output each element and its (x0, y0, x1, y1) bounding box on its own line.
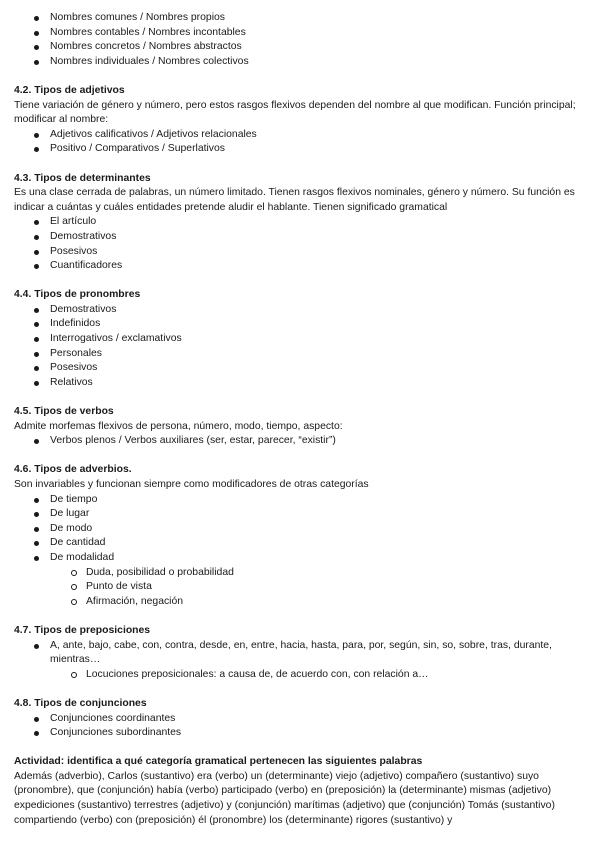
list-item: Nombres individuales / Nombres colectivos (14, 55, 586, 70)
section-description: Admite morfemas flexivos de persona, número, modo, tiempo, aspecto: (14, 420, 343, 432)
section-heading: 4.5. Tipos de verbos (14, 406, 114, 418)
list-item: De cantidad (14, 536, 586, 551)
sublist-item: Afirmación, negación (50, 595, 586, 610)
adverbios-list (14, 493, 586, 610)
section-adverbios (14, 463, 586, 609)
section-heading: 4.6. Tipos de adverbios. (14, 464, 132, 476)
list-item: Personales (14, 347, 586, 362)
list-item: Interrogativos / exclamativos (14, 332, 586, 347)
list-item: El artículo (14, 215, 586, 230)
list-item: De modo (14, 522, 586, 537)
list-item: Nombres contables / Nombres incontables (14, 26, 586, 41)
list-item: Posesivos (14, 361, 586, 376)
section-actividad (14, 755, 586, 828)
list-item: Cuantificadores (14, 259, 586, 274)
list-item: De tiempo (14, 493, 586, 508)
verbos-list (14, 434, 586, 449)
section-heading: 4.8. Tipos de conjunciones (14, 697, 147, 709)
section-conjunciones (14, 697, 586, 741)
section-heading: 4.2. Tipos de adjetivos (14, 84, 125, 96)
section-heading: 4.3. Tipos de determinantes (14, 172, 151, 184)
nombres-list (14, 11, 586, 69)
list-item: Demostrativos (14, 303, 586, 318)
list-item: Conjunciones subordinantes (14, 726, 586, 741)
list-item: Adjetivos calificativos / Adjetivos relacionales (14, 128, 586, 143)
conjunciones-list (14, 712, 586, 741)
sublist-item: Duda, posibilidad o probabilidad (50, 566, 586, 581)
section-heading: 4.4. Tipos de pronombres (14, 289, 141, 301)
pronombres-list (14, 303, 586, 391)
list-item: Posesivos (14, 245, 586, 260)
sublist-item: Punto de vista (50, 580, 586, 595)
list-item: Conjunciones coordinantes (14, 712, 586, 727)
list-item: Verbos plenos / Verbos auxiliares (ser, estar, parecer, “existir”) (14, 434, 586, 449)
list-item: Relativos (14, 376, 586, 391)
list-item: Indefinidos (14, 317, 586, 332)
list-item (14, 639, 586, 683)
section-adjetivos (14, 84, 586, 157)
locuciones-sublist (50, 668, 586, 683)
section-preposiciones (14, 624, 586, 682)
list-item (14, 551, 586, 609)
activity-text: Además (adverbio), Carlos (sustantivo) era (verbo) un (determinante) viejo (adjetivo) compañero (sustantivo) suyo (pronombre), que (conjunción) había (verbo) participado (verbo) en (preposición) la (determinante) mismas (adjetivo) expediciones (sustantivo) terrestres (adjetivo) y (conjunción) marítimas (adjetivo) que (conjunción) Tomás (sustantivo) compartiendo (verbo) con (preposición) él (pronombre) los (determinante) rigores (sustantivo) y (14, 770, 555, 826)
section-pronombres (14, 288, 586, 390)
activity-heading: Actividad: identifica a qué categoría gramatical pertenecen las siguientes palabras (14, 756, 423, 768)
section-description: Es una clase cerrada de palabras, un número limitado. Tienen rasgos flexivos nominales, género y número. Su función es indicar a cuántas y cuáles entidades pretende aludir el hablante. Tienen significado gramatical (14, 187, 575, 213)
list-item-label: A, ante, bajo, cabe, con, contra, desde, en, entre, hacia, hasta, para, por, según, sin, so, sobre, tras, durante, mientras… (50, 639, 552, 666)
list-item: Positivo / Comparativos / Superlativos (14, 142, 586, 157)
list-item: Demostrativos (14, 230, 586, 245)
list-item: De lugar (14, 507, 586, 522)
adjetivos-list (14, 128, 586, 157)
modalidad-sublist (50, 566, 586, 610)
section-heading: 4.7. Tipos de preposiciones (14, 624, 151, 636)
preposiciones-list (14, 639, 586, 683)
sublist-item: Locuciones preposicionales: a causa de, de acuerdo con, con relación a… (50, 668, 586, 683)
list-item: Nombres comunes / Nombres propios (14, 11, 586, 26)
section-determinantes (14, 172, 586, 274)
section-description: Tiene variación de género y número, pero estos rasgos flexivos dependen del nombre al que modifican. Función principal; modificar al nombre: (14, 99, 576, 126)
list-item-label: De modalidad (50, 551, 115, 563)
section-description: Son invariables y funcionan siempre como modificadores de otras categorías (14, 479, 369, 490)
list-item: Nombres concretos / Nombres abstractos (14, 40, 586, 55)
determinantes-list (14, 215, 586, 273)
section-verbos (14, 405, 586, 449)
